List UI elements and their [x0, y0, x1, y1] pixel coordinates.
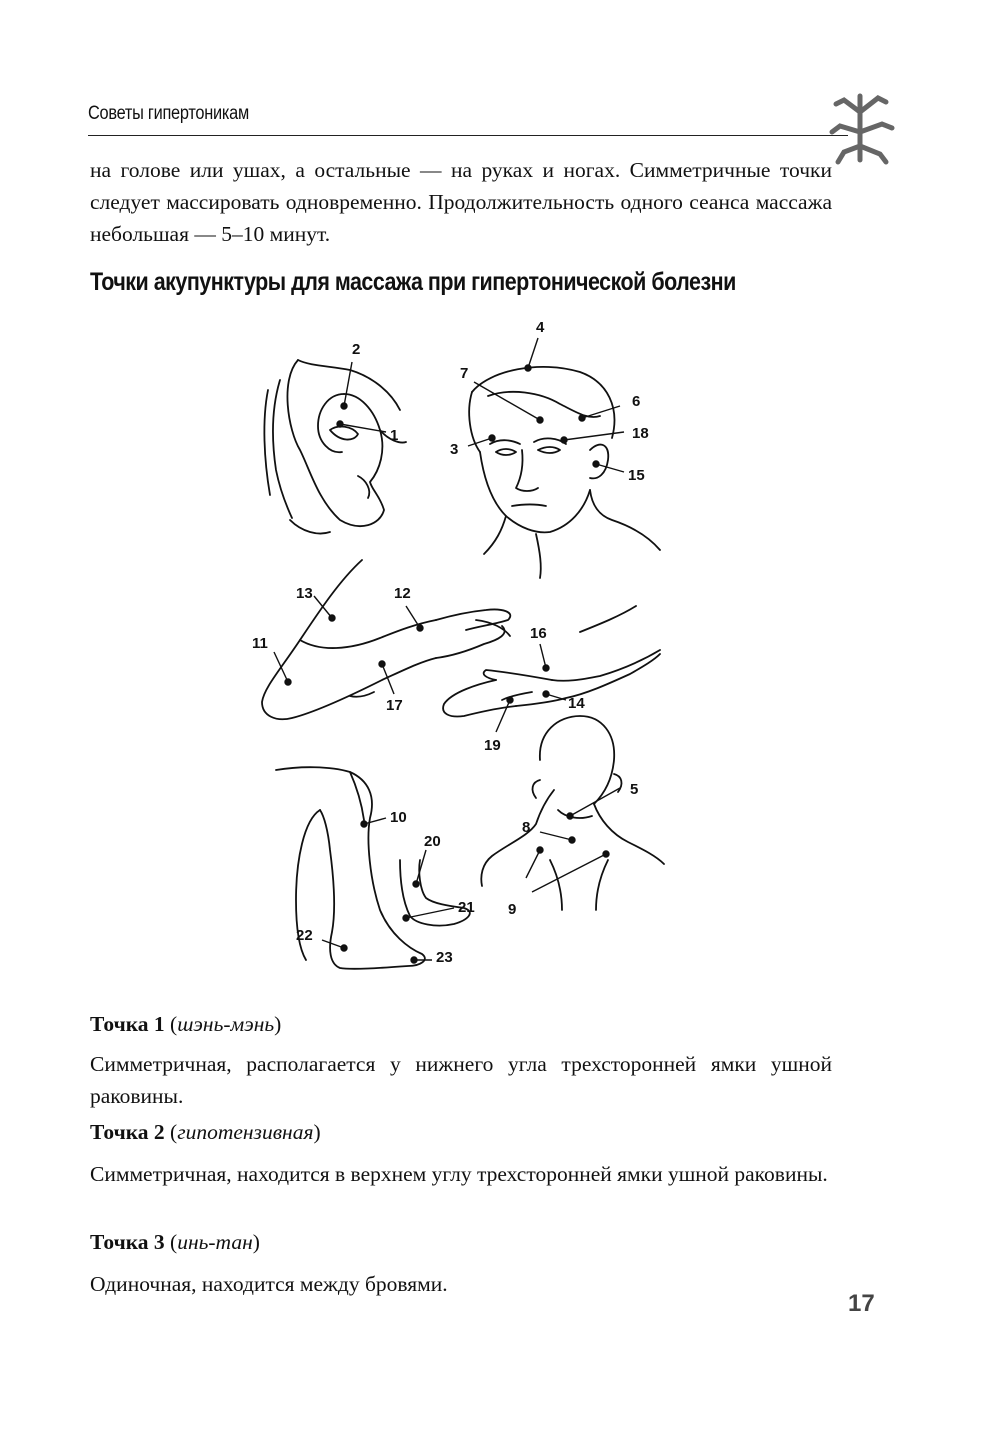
- neck-drawing: [481, 716, 664, 910]
- point-2-heading: Точка 2 (гипотензивная): [90, 1120, 321, 1144]
- intro-paragraph: на голове или ушах, а остальные — на руках и ногах. Симметричные точки следует массировать одновременно. Продолжительность одного сеанса массажа небольшая — 5–10 минут.: [90, 158, 832, 246]
- point-label-11: 11: [252, 635, 268, 652]
- point-label-23: 23: [436, 949, 453, 966]
- point-3-dot: [489, 435, 495, 441]
- point-12-dot: [417, 625, 423, 631]
- point-label-18: 18: [632, 425, 649, 442]
- point-9-dot: [537, 847, 543, 853]
- header-rule: [88, 135, 848, 136]
- point-label-6: 6: [632, 393, 641, 410]
- page-number: 17: [848, 1290, 875, 1317]
- point-13-dot: [329, 615, 335, 621]
- point-9b-dot: [603, 851, 609, 857]
- point-1-description: Симметричная, располагается у нижнего угла трехсторонней ямки ушной раковины.: [90, 1052, 832, 1108]
- point-label-12: 12: [394, 585, 411, 602]
- point-label-1: 1: [390, 427, 399, 444]
- point-21-dot: [403, 915, 409, 921]
- arm-drawing: [262, 560, 510, 719]
- point-22-dot: [341, 945, 347, 951]
- point-14-dot: [543, 691, 549, 697]
- point-5-dot: [567, 813, 573, 819]
- point-3-description: Одиночная, находится между бровями.: [90, 1272, 448, 1296]
- point-label-2: 2: [352, 341, 361, 358]
- acupuncture-points-illustration: [240, 320, 700, 990]
- point-18-dot: [561, 437, 567, 443]
- point-label-14: 14: [568, 695, 585, 712]
- point-label-10: 10: [390, 809, 407, 826]
- point-20-dot: [413, 881, 419, 887]
- running-head-title: Советы гипертоникам: [88, 103, 249, 124]
- point-label-5: 5: [630, 781, 639, 798]
- point-label-8: 8: [522, 819, 531, 836]
- palm-drawing: [443, 606, 660, 717]
- point-11-dot: [285, 679, 291, 685]
- point-2-dot: [341, 403, 347, 409]
- point-7-dot: [537, 417, 543, 423]
- point-15-dot: [593, 461, 599, 467]
- point-label-17: 17: [386, 697, 403, 714]
- point-label-16: 16: [530, 625, 547, 642]
- ear-drawing: [264, 360, 406, 534]
- point-1-dot: [337, 421, 343, 427]
- point-6-dot: [579, 415, 585, 421]
- point-8-dot: [569, 837, 575, 843]
- point-3-heading: Точка 3 (инь-тан): [90, 1230, 260, 1254]
- point-label-22: 22: [296, 927, 313, 944]
- point-label-7: 7: [460, 365, 469, 382]
- point-10-dot: [361, 821, 367, 827]
- point-1-heading: Точка 1 (шэнь-мэнь): [90, 1012, 282, 1036]
- point-label-13: 13: [296, 585, 313, 602]
- point-label-4: 4: [536, 320, 545, 336]
- section-title: Точки акупунктуры для массажа при гипертонической болезни: [90, 268, 736, 296]
- point-17-dot: [379, 661, 385, 667]
- branch-ornament-icon: [826, 88, 898, 168]
- point-23-dot: [411, 957, 417, 963]
- point-19-dot: [507, 697, 513, 703]
- point-2-description: Симметричная, находится в верхнем углу трехсторонней ямки ушной раковины.: [90, 1162, 828, 1186]
- point-label-9: 9: [508, 901, 517, 918]
- point-label-3: 3: [450, 441, 459, 458]
- point-16-dot: [543, 665, 549, 671]
- point-label-19: 19: [484, 737, 501, 754]
- point-label-15: 15: [628, 467, 645, 484]
- point-label-20: 20: [424, 833, 441, 850]
- point-label-21: 21: [458, 899, 475, 916]
- point-4-dot: [525, 365, 531, 371]
